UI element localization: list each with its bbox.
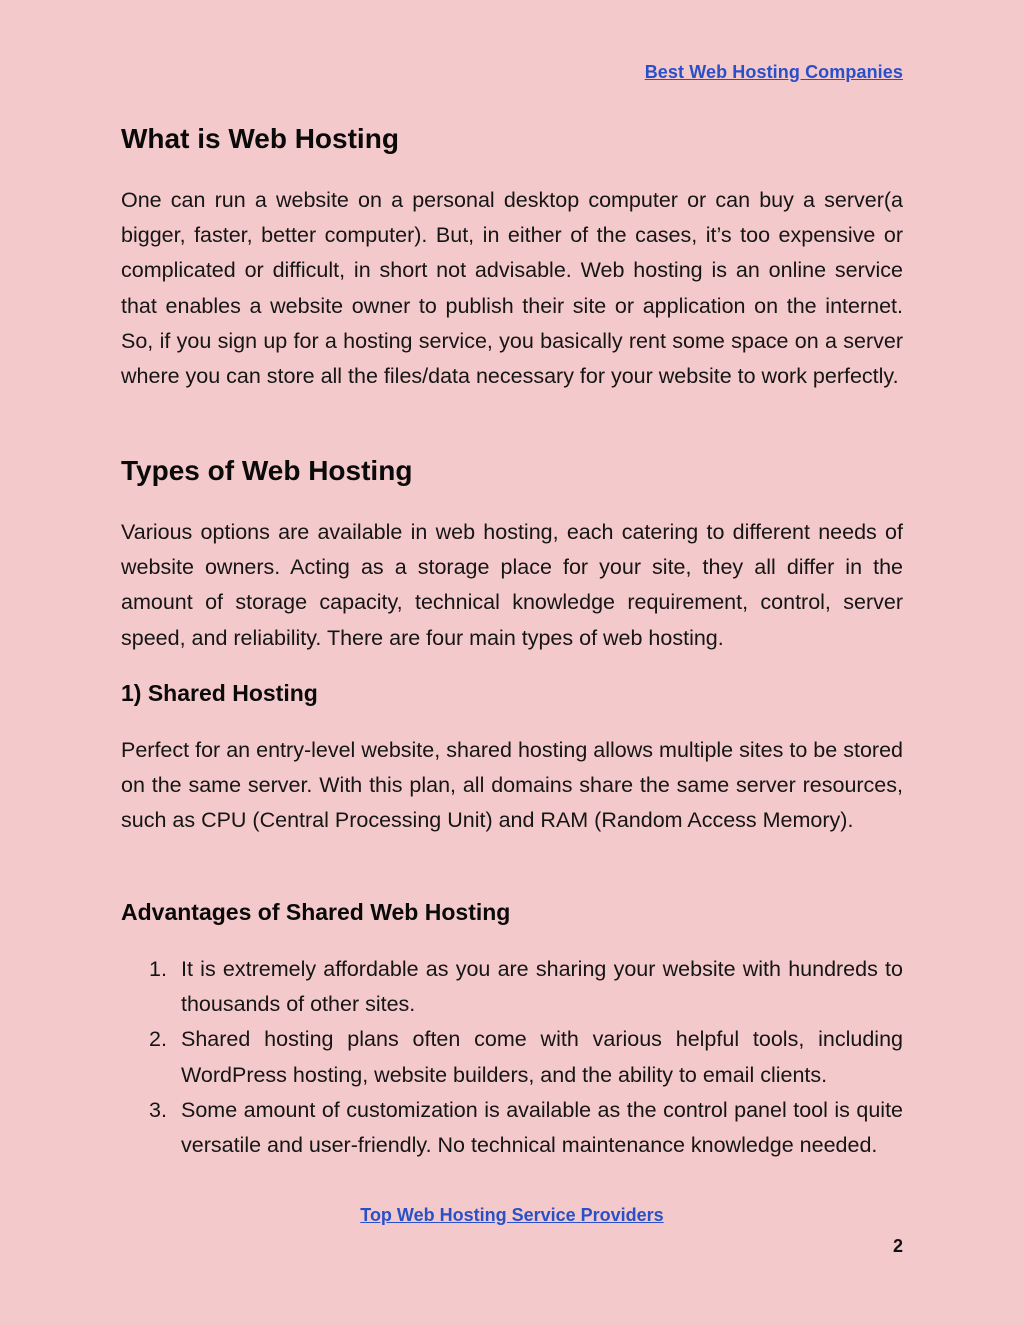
list-item-number: 3. [149,1097,167,1122]
footer-link-top-web-hosting[interactable]: Top Web Hosting Service Providers [360,1205,664,1225]
list-item-text: Shared hosting plans often come with various helpful tools, including WordPress hosting, website builders, and the ability to email clients. [181,1027,903,1087]
paragraph-what-is-web-hosting: One can run a website on a personal desktop computer or can buy a server(a bigger, faster, better computer). But, in either of the cases, it’s too expensive or complicated or difficult, in short not advisable. Web hosting is an online service that enables a website owner to publish their site or application on the internet. So, if you sign up for a hosting service, you basically rent some space on a server where you can store all the files/data necessary for your website to work perfectly. [121,188,903,389]
list-item [121,1093,903,1163]
list-item-number: 2. [149,1027,167,1052]
list-item-text: Some amount of customization is available as the control panel tool is quite versatile and user-friendly. No technical maintenance knowledge needed. [181,1097,903,1158]
header-link-best-web-hosting[interactable]: Best Web Hosting Companies [644,62,903,82]
document-page [121,0,903,1325]
paragraph-shared-hosting: Perfect for an entry-level website, shared hosting allows multiple sites to be stored on the same server. With this plan, all domains share the same server resources, such as CPU (Central Processing Unit) and RAM (Random Access Memory). [121,738,903,833]
heading-advantages-shared-hosting: Advantages of Shared Web Hosting [121,899,511,925]
footer-link-container [121,1205,903,1226]
heading-types-of-web-hosting: Types of Web Hosting [121,455,413,486]
page-number: 2 [892,1236,903,1256]
paragraph-types-of-web-hosting: Various options are available in web hosting, each catering to different needs of website owners. Acting as a storage place for your site, they all differ in the amount of storage capacity, technical knowledge requirement, control, server speed, and reliability. There are four main types of web hosting. [121,520,903,650]
list-item-number: 1. [149,957,167,981]
advantages-list [121,952,903,1163]
heading-shared-hosting: 1) Shared Hosting [121,680,318,706]
list-item [121,952,903,1022]
list-item-text: It is extremely affordable as you are sharing your website with hundreds to thousands of other sites. [181,957,903,1017]
heading-what-is-web-hosting: What is Web Hosting [121,123,399,154]
list-item [121,1022,903,1092]
